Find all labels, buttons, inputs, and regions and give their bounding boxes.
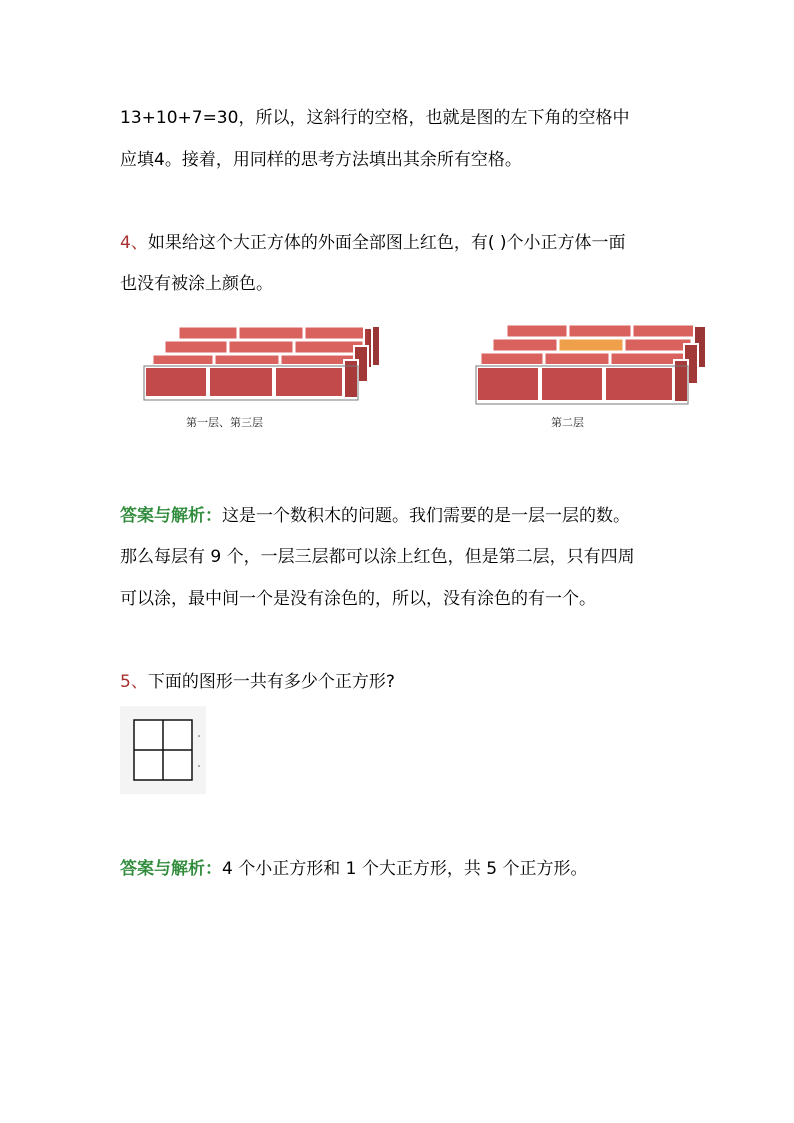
square-grid-figure	[120, 706, 206, 794]
figure-left-caption: 第一层、第三层	[186, 416, 263, 429]
answer-4-label: 答案与解析：	[120, 506, 222, 526]
answer-5-label: 答案与解析：	[120, 859, 222, 879]
question-4-text: 如果给这个大正方体的外面全部图上红色，有( )个小正方体一面	[147, 233, 626, 253]
intro-line-2: 应填4。接着，用同样的思考方法填出其余所有空格。	[120, 150, 522, 170]
question-4-line-1	[120, 231, 626, 255]
answer-5-text: 4 个小正方形和 1 个大正方形，共 5 个正方形。	[222, 859, 588, 879]
question-5-text: 下面的图形一共有多少个正方形?	[147, 672, 395, 692]
answer-4-line-2: 那么每层有 9 个，一层三层都可以涂上红色，但是第二层，只有四周	[120, 547, 635, 567]
answer-4-line-3: 可以涂，最中间一个是没有涂色的，所以，没有涂色的有一个。	[120, 589, 596, 609]
answer-4-text: 这是一个数积木的问题。我们需要的是一层一层的数。	[222, 506, 630, 526]
figure-right-caption: 第二层	[551, 416, 584, 429]
question-5-line	[120, 670, 395, 694]
figure-layer-1-3	[140, 322, 385, 404]
cube-grid-front	[476, 360, 688, 404]
question-4-line-2: 也没有被涂上颜色。	[120, 274, 273, 294]
question-4-number: 4、	[120, 233, 148, 253]
center-cube-highlight	[558, 338, 624, 352]
cube-grid-front	[144, 360, 358, 400]
answer-5-line	[120, 857, 587, 881]
figure-layer-2	[472, 322, 712, 408]
intro-line-1: 13+10+7=30，所以，这斜行的空格，也就是图的左下角的空格中	[120, 108, 630, 128]
answer-4-line-1	[120, 504, 630, 528]
question-5-number: 5、	[120, 672, 148, 692]
